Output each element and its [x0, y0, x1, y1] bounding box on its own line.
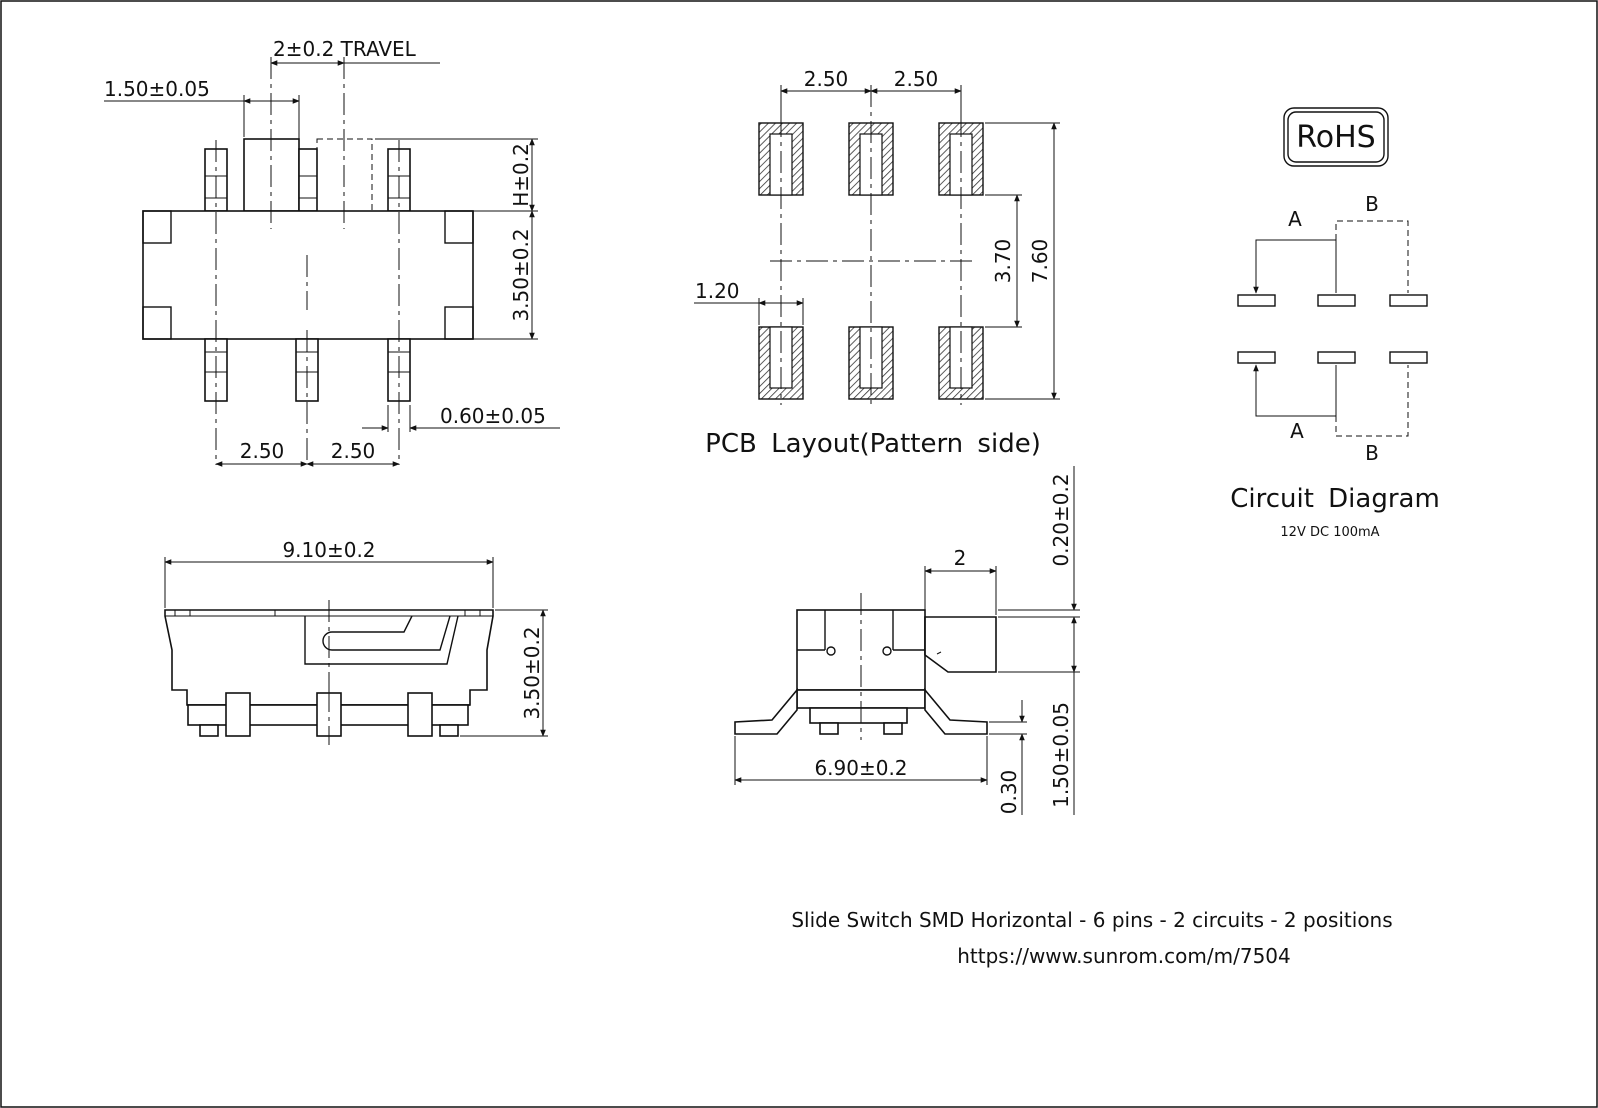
- side-lead-height-dim-label: 1.50±0.05: [1049, 702, 1073, 808]
- top-pitch-left-label: 2.50: [239, 439, 285, 463]
- pcb-row-gap-label: 3.70: [991, 238, 1015, 284]
- footer-title: Slide Switch SMD Horizontal - 6 pins - 2 circuits - 2 positions: [791, 908, 1393, 932]
- pcb-layout-caption: PCB Layout(Pattern side): [705, 429, 1041, 459]
- footer-url[interactable]: https://www.sunrom.com/m/7504: [957, 944, 1291, 968]
- pcb-pitch-left-label: 2.50: [803, 67, 849, 91]
- actuator-width-dim-label: 1.50±0.05: [104, 77, 210, 101]
- travel-dim-label: 2±0.2 TRAVEL: [273, 37, 416, 61]
- pcb-pitch-right-label: 2.50: [893, 67, 939, 91]
- pin-width-dim-label: 0.60±0.05: [440, 404, 546, 428]
- circuit-rating: 12V DC 100mA: [1280, 525, 1380, 540]
- actuator-height-dim-label: H±0.2: [509, 143, 533, 207]
- circuit-label-a-bottom: A: [1290, 419, 1304, 443]
- side-width-dim-label: 6.90±0.2: [814, 756, 908, 780]
- front-length-dim-label: 9.10±0.2: [282, 538, 376, 562]
- pcb-total-span-label: 7.60: [1028, 238, 1052, 284]
- pcb-pad-width-label: 1.20: [695, 279, 740, 303]
- circuit-label-b-top: B: [1365, 192, 1379, 216]
- circuit-diagram: [1238, 108, 1427, 436]
- rohs-badge-label: RoHS: [1296, 120, 1376, 155]
- top-pitch-right-label: 2.50: [330, 439, 376, 463]
- front-height-dim-label: 3.50±0.2: [520, 626, 544, 720]
- side-actuator-travel-dim-label: 2: [953, 546, 967, 570]
- front-view: [165, 557, 548, 745]
- side-actuator-top-dim-label: 0.20±0.2: [1049, 473, 1073, 567]
- circuit-caption: Circuit Diagram: [1230, 484, 1440, 514]
- circuit-label-a-top: A: [1288, 207, 1302, 231]
- side-lead-thickness-dim-label: 0.30: [997, 769, 1021, 815]
- circuit-label-b-bottom: B: [1365, 441, 1379, 465]
- body-height-dim-label: 3.50±0.2: [509, 228, 533, 322]
